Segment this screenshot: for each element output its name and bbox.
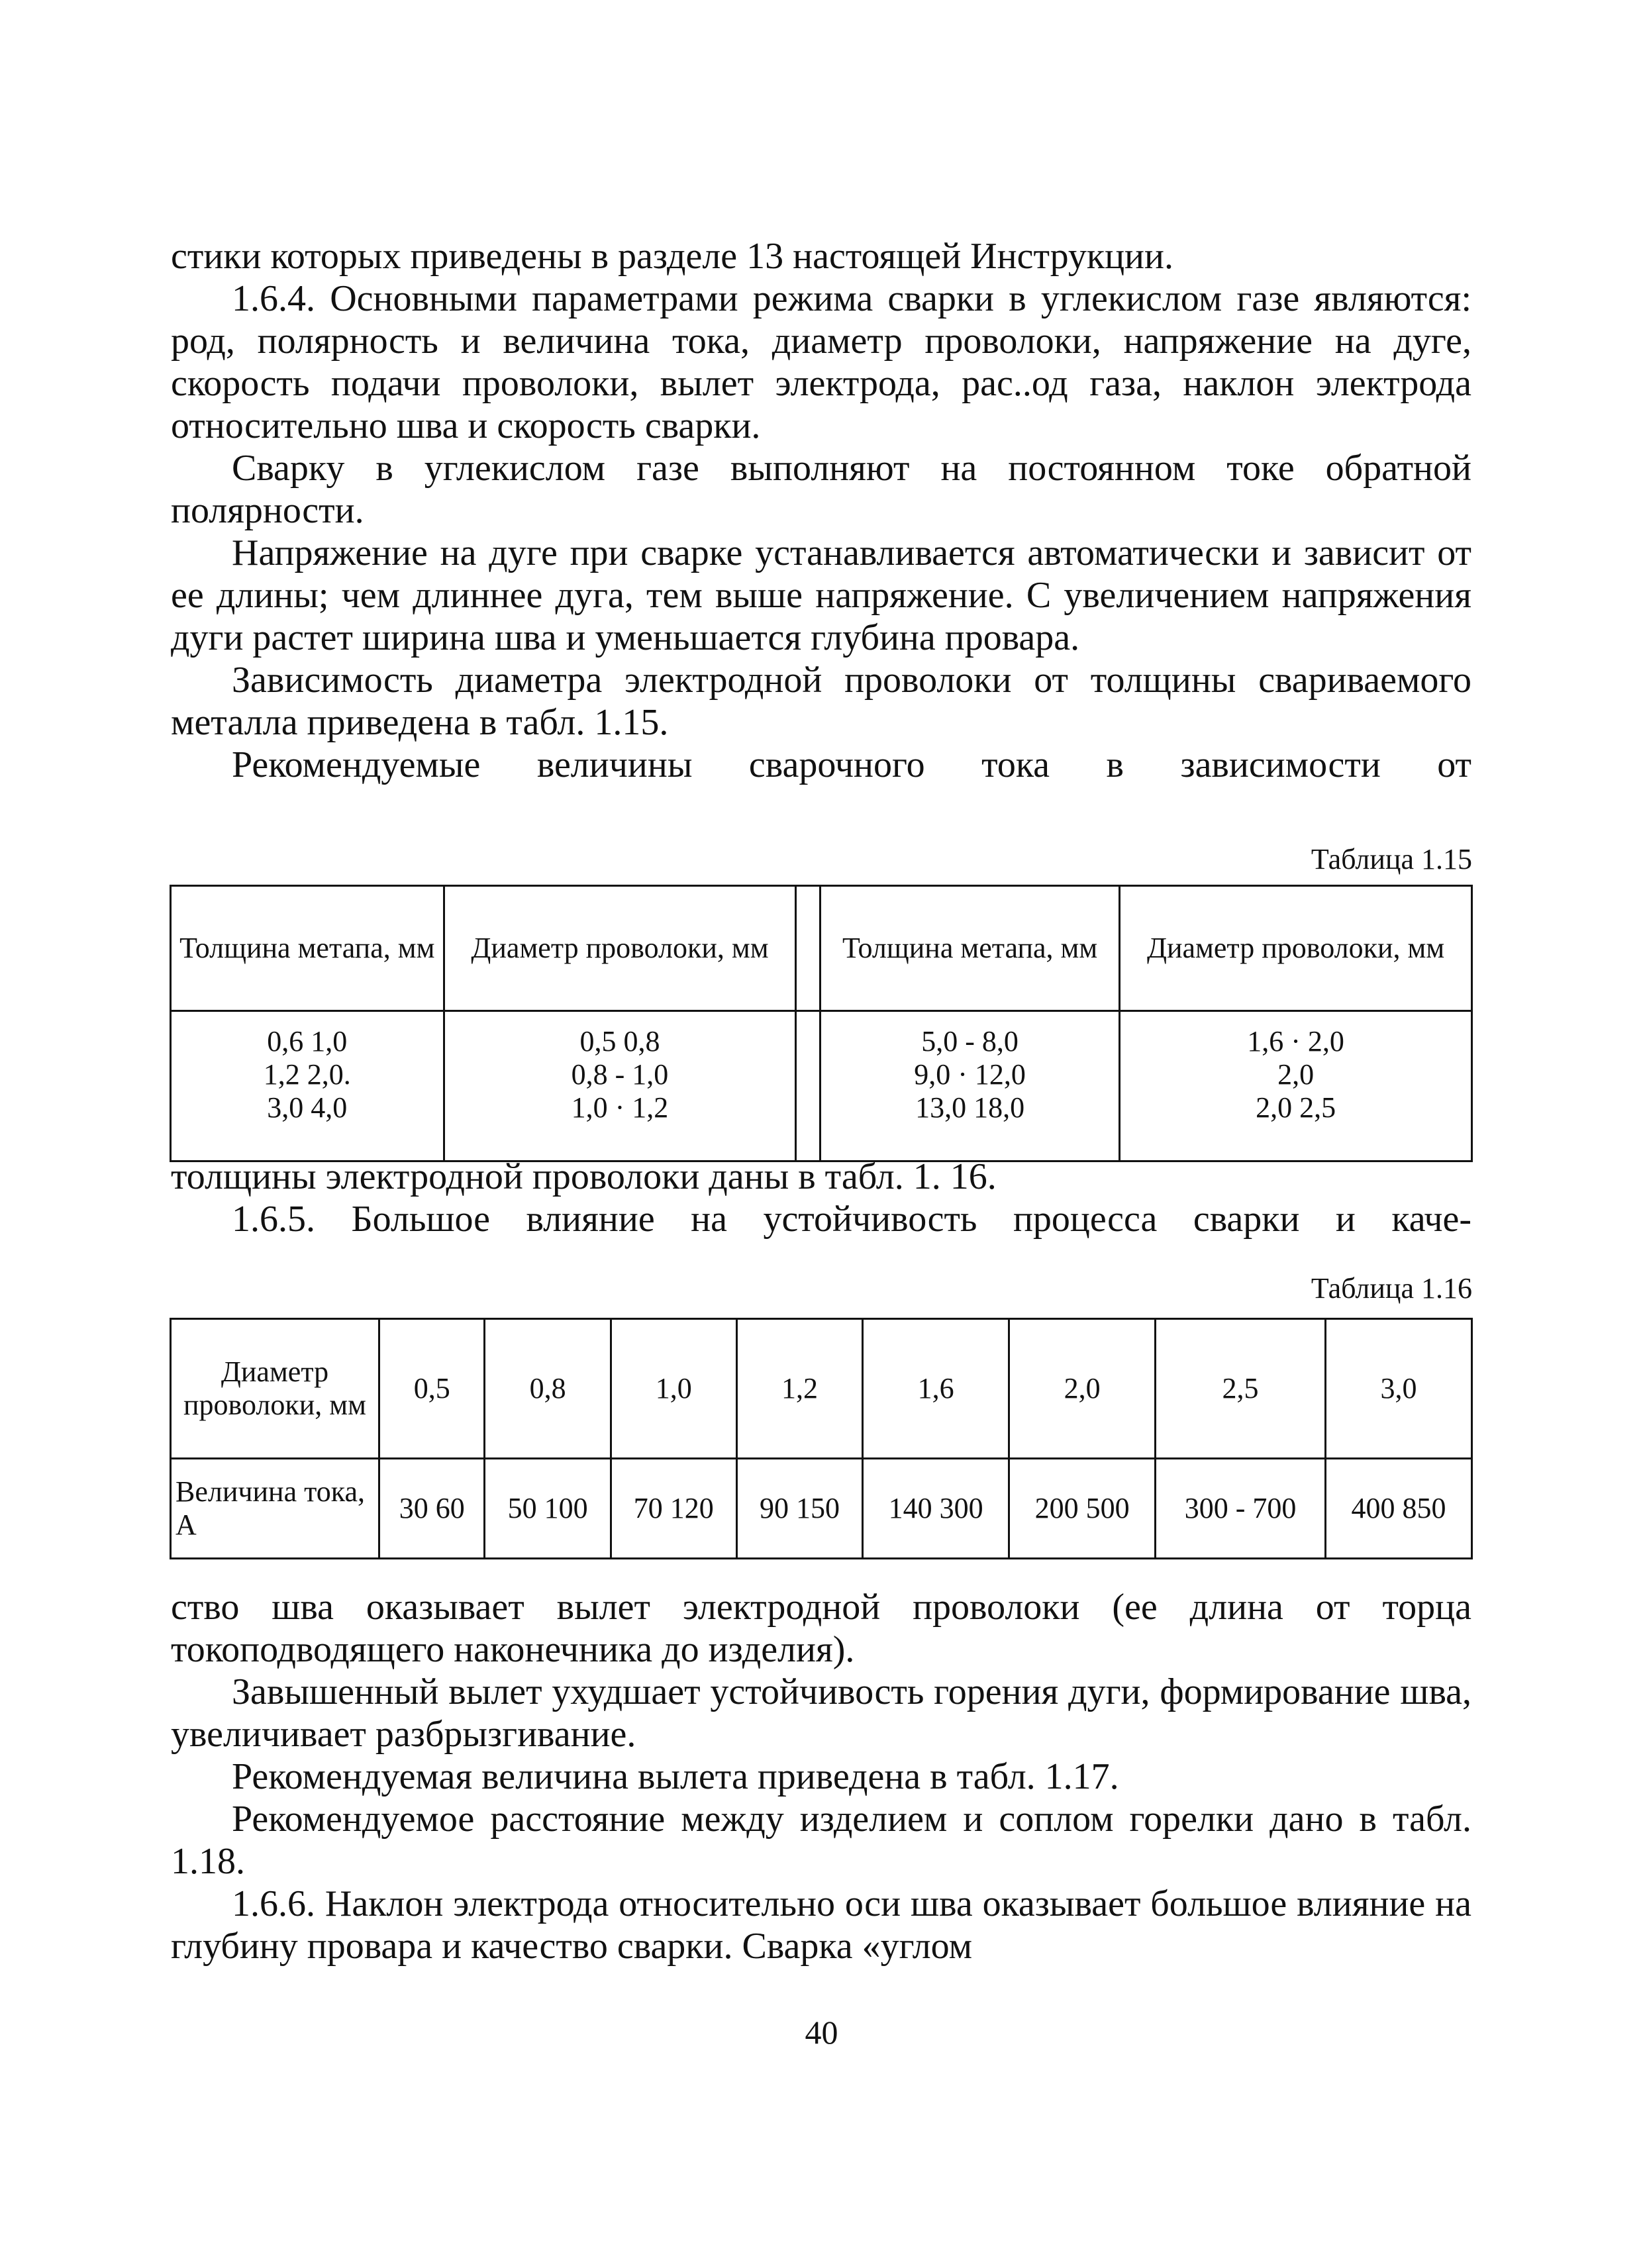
table-header: Диаметр проволоки, мм	[1120, 886, 1472, 1011]
table-cell: 90 150	[736, 1459, 862, 1559]
text-block-middle	[171, 1156, 1471, 1240]
cell-line: 0,5 0,8	[579, 1025, 660, 1058]
table-cell: 0,5	[379, 1319, 485, 1459]
table-1-16	[170, 1318, 1473, 1559]
paragraph: Рекомендуемые величины сварочного тока в зависимости от	[232, 744, 1471, 785]
table-cell: 1,0	[611, 1319, 736, 1459]
paragraph: толщины электродной проволоки даны в табл. 1. 16.	[171, 1156, 997, 1197]
table-cell: 30 60	[379, 1459, 485, 1559]
table-cell	[171, 1011, 444, 1161]
table-divider	[796, 886, 821, 1011]
table-cell	[444, 1011, 796, 1161]
page-number: 40	[805, 2014, 838, 2051]
paragraph: 1.6.4. Основными параметрами режима сварки в углекислом газе являются: род, полярность и величина тока, диаметр проволоки, напряжение на дуге, скорость подачи проволоки, вылет электрода, рас..од газа, наклон электрода относительно шва и скорость сварки.	[171, 278, 1471, 446]
table-cell: 1,2	[736, 1319, 862, 1459]
paragraph: Завышенный вылет ухудшает устойчивость горения дуги, формирование шва, увеличивает разбрызгивание.	[171, 1671, 1471, 1755]
table-header: Толщина метапа, мм	[171, 886, 444, 1011]
paragraph: Рекомендуемая величина вылета приведена в табл. 1.17.	[232, 1756, 1119, 1797]
paragraph: стики которых приведены в разделе 13 настоящей Инструкции.	[171, 236, 1173, 277]
table-cell: 1,6	[863, 1319, 1009, 1459]
cell-line: 2,0 2,5	[1256, 1091, 1336, 1124]
table-cell: 400 850	[1325, 1459, 1471, 1559]
paragraph: Зависимость диаметра электродной проволоки от толщины свариваемого металла приведена в табл. 1.15.	[171, 660, 1471, 743]
table-divider	[796, 1011, 821, 1161]
table-cell	[1120, 1011, 1472, 1161]
table-cell: 70 120	[611, 1459, 736, 1559]
table-cell: 140 300	[863, 1459, 1009, 1559]
table-cell: 200 500	[1009, 1459, 1156, 1559]
table-1-15	[170, 885, 1473, 1162]
cell-line: 1,0 · 1,2	[571, 1091, 669, 1124]
cell-line: 2,0	[1277, 1058, 1315, 1091]
table-cell	[821, 1011, 1120, 1161]
row-label: Диаметр проволоки, мм	[171, 1319, 379, 1459]
paragraph: Рекомендуемое расстояние между изделием и соплом горелки дано в табл. 1.18.	[171, 1799, 1471, 1882]
paragraph: Сварку в углекислом газе выполняют на постоянном токе обратной полярности.	[171, 448, 1471, 531]
paragraph: Напряжение на дуге при сварке устанавливается автоматически и зависит от ее длины; чем длиннее дуга, тем выше напряжение. С увеличением напряжения дуги растет ширина шва и уменьшается глубина провара.	[171, 532, 1471, 658]
table-cell: 2,5	[1156, 1319, 1326, 1459]
cell-line: 0,6 1,0	[267, 1025, 348, 1058]
text-block-top	[171, 235, 1471, 786]
table-caption: Таблица 1.16	[1311, 1272, 1472, 1305]
table-caption: Таблица 1.15	[1311, 843, 1472, 875]
table-cell: 3,0	[1325, 1319, 1471, 1459]
row-label: Величина тока, А	[171, 1459, 379, 1559]
paragraph: 1.6.5. Большое влияние на устойчивость процесса сварки и каче-	[232, 1199, 1471, 1240]
cell-line: 9,0 · 12,0	[914, 1058, 1026, 1091]
cell-line: 3,0 4,0	[267, 1091, 348, 1124]
cell-line: 1,6 · 2,0	[1247, 1025, 1344, 1058]
cell-line: 1,2 2,0.	[263, 1058, 351, 1091]
paragraph: 1.6.6. Наклон электрода относительно оси шва оказывает большое влияние на глубину провара и качество сварки. Сварка «углом	[171, 1883, 1471, 1967]
text-block-bottom	[171, 1586, 1471, 1967]
cell-line: 0,8 - 1,0	[571, 1058, 669, 1091]
cell-line: 13,0 18,0	[915, 1091, 1025, 1124]
paragraph: ство шва оказывает вылет электродной проволоки (ее длина от торца токоподводящего наконечника до изделия).	[171, 1587, 1471, 1670]
table-header: Толщина метапа, мм	[821, 886, 1120, 1011]
table-cell: 2,0	[1009, 1319, 1156, 1459]
table-cell: 300 - 700	[1156, 1459, 1326, 1559]
table-cell: 50 100	[485, 1459, 611, 1559]
table-cell: 0,8	[485, 1319, 611, 1459]
table-header: Диаметр проволоки, мм	[444, 886, 796, 1011]
cell-line: 5,0 - 8,0	[921, 1025, 1019, 1058]
